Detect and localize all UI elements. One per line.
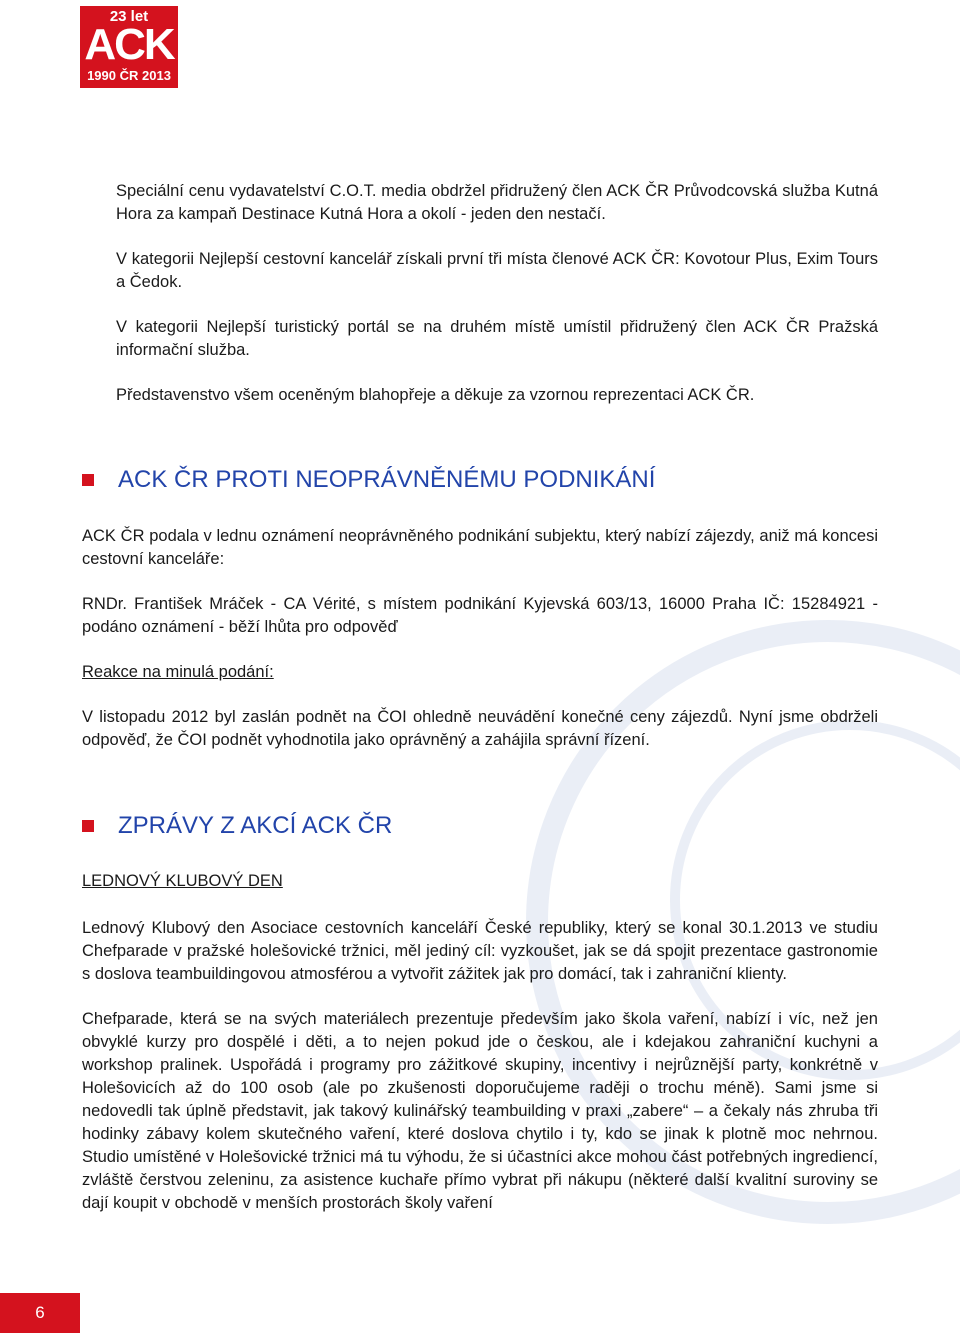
section-heading-news	[82, 812, 392, 840]
paragraph-board-thanks: Představenstvo všem oceněným blahopřeje a děkuje za vzornou reprezentaci ACK ČR.	[116, 386, 755, 404]
bullet-icon	[82, 474, 94, 486]
section-news	[82, 870, 878, 1215]
reaction-label: Reakce na minulá podání:	[82, 663, 274, 681]
paragraph-reaction: V listopadu 2012 byl zaslán podnět na ČOI ohledně neuvádění konečné ceny zájezdů. Nyní jsme obdrželi odpověď, že ČOI podnět vyhodnotila jako oprávněný a zahájila správní řízení.	[82, 708, 878, 749]
paragraph-best-agency: V kategorii Nejlepší cestovní kancelář získali první tři místa členové ACK ČR: Kovotour Plus, Exim Tours a Čedok.	[116, 250, 878, 291]
paragraph-report-intro: ACK ČR podala v lednu oznámení neoprávněného podnikání subjektu, který nabízí zájezdy, aniž má koncesi cestovní kanceláře:	[82, 527, 878, 568]
paragraph-report-case: RNDr. František Mráček - CA Vérité, s místem podnikání Kyjevská 603/13, 16000 Praha IČ: 15284921 - podáno oznámení - běží lhůta pro odpověď	[82, 595, 878, 636]
logo-mark: ACK	[84, 20, 174, 69]
paragraph-special-award: Speciální cenu vydavatelství C.O.T. media obdržel přidružený člen ACK ČR Průvodcovská služba Kutná Hora za kampaň Destinace Kutná Hora a okolí - jeden den nestačí.	[116, 182, 878, 223]
section-title: ACK ČR PROTI NEOPRÁVNĚNÉMU PODNIKÁNÍ	[118, 466, 656, 493]
paragraph-best-portal: V kategorii Nejlepší turistický portál se na druhém místě umístil přidružený člen ACK ČR Pražská informační služba.	[116, 318, 878, 359]
paragraph-chefparade: Chefparade, která se na svých materiálech prezentuje především jako škola vaření, nabízí i víc, než jen obvyklé kurzy pro dospělé i děti, a to nejen pokud jde o českou, ale i kdejakou zahraniční kuchyni a workshop pralinek. Uspořádá i programy pro zážitkové skupiny, incentivy i nejrůznější party, konkrétně v Holešovicích až do 100 osob (ale po zkušenosti doporučujeme raději o trochu méně). Sami jsme si nedovedli tak úplně představit, jak takový kulinářský teambuilding v praxi „zabere“ – a čekaly nás zhruba tři hodinky zábavy kolem skutečného vaření, které doslova chytilo i ty, kdo se jinak k plotně moc nehrnou. Studio umístěné v Holešovické tržnici má tu výhodu, že si účastníci akce mohou část potřebných ingrediencí, zvláště čerstvou zeleninu, za asistence kuchaře přímo vybrat při nákupu (některé další kvalitní suroviny se dají koupit v obchodě v menších prostorách školy vaření	[82, 1010, 878, 1212]
top-paragraphs	[116, 180, 878, 407]
logo-years: 23 let	[109, 8, 149, 25]
section-illegal-business	[82, 525, 878, 752]
bullet-icon	[82, 820, 94, 832]
subheading-club-day: LEDNOVÝ KLUBOVÝ DEN	[82, 872, 283, 890]
paragraph-club-day: Lednový Klubový den Asociace cestovních kanceláří České republiky, který se konal 30.1.2013 ve studiu Chefparade v pražské holešovické tržnici, měl jediný cíl: vyzkoušet, jak se dá spojit prezentace gastronomie s doslova teambuildingovou atmosférou a vytvořit zážitek jak pro domácí, tak i zahraniční klienty.	[82, 919, 878, 983]
section-title: ZPRÁVY Z AKCÍ ACK ČR	[118, 812, 393, 839]
section-heading-illegal-business	[82, 466, 655, 494]
logo-span: 1990 ČR 2013	[87, 68, 171, 83]
ack-logo	[80, 6, 178, 88]
page-number: 6	[0, 1293, 80, 1333]
